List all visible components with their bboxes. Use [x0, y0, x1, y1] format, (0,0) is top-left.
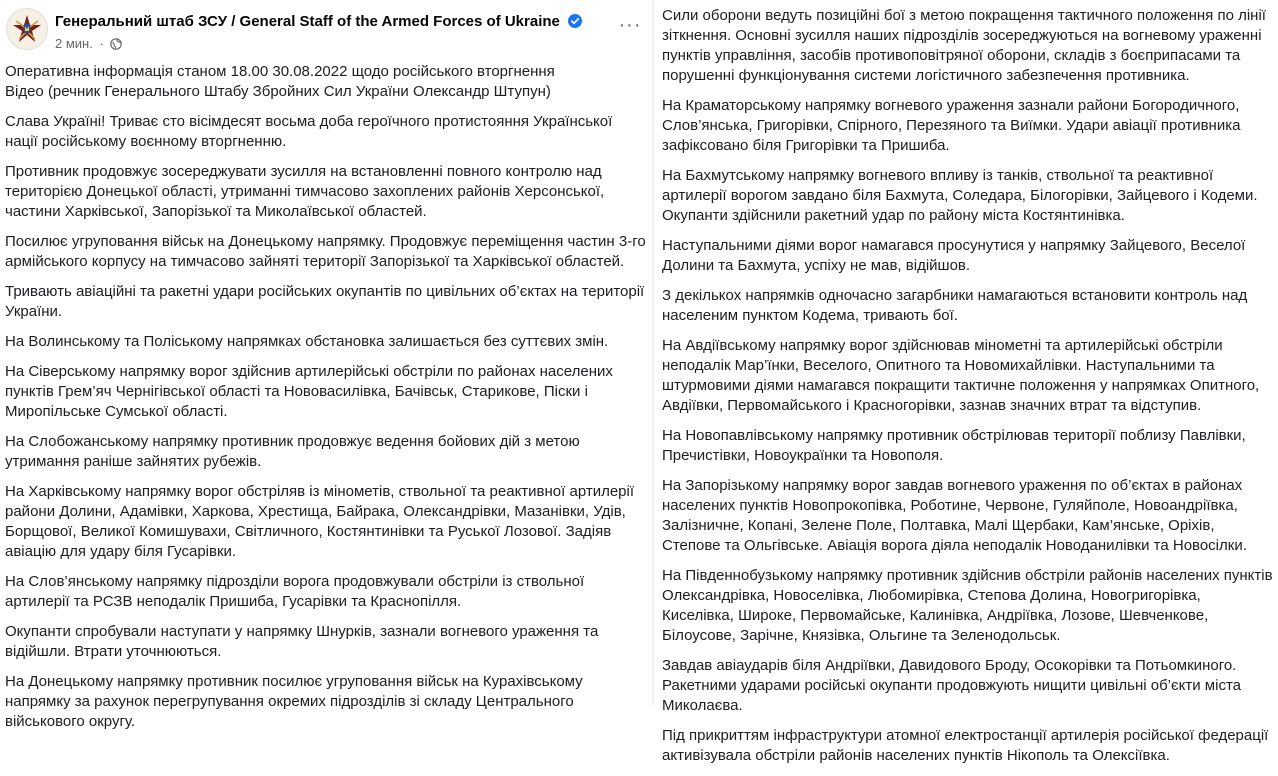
paragraph: Слава Україні! Триває сто вісімдесят восьма доба героїчного протистояння Української нації російському воєнному вторгненню. [5, 113, 613, 150]
verified-badge-icon [568, 14, 582, 32]
paragraph: На Південнобузькому напрямку противник здійснив обстріли районів населених пунктів Олександрівка, Новоселівка, Любомирівка, Степова Долина, Новогригорівка, Киселівка, Широке, Первомайське, Калинівка, Андріївка, Лозове, Шевченкове, Білоусове, Зарічне, Князівка, Ольгине та Зеленодольськ. [662, 567, 1273, 644]
page-name-link[interactable] [55, 13, 582, 32]
paragraph: На Слов’янському напрямку підрозділи ворога продовжували обстріли із ствольної артилерії та РСЗВ неподалік Пришиба, Гусарівки та Краснопілля. [5, 573, 585, 610]
paragraph: Тривають авіаційні та ракетні удари російських окупантів по цивільних об’єктах на території України. [5, 283, 645, 320]
column-divider [652, 0, 654, 706]
paragraph: На Краматорському напрямку вогневого ураження зазнали райони Богородичного, Слов’янська, Григорівки, Спірного, Перезяного та Виїмки. Удари авіації противника зафіксовано біля Григорівки та Пришиба. [662, 97, 1241, 154]
paragraph: На Авдіївському напрямку ворог здійснював мінометні та артилерійські обстріли неподалік Мар’їнки, Веселого, Опитного та Новомихайлівки. Наступальними та штурмовими діями намагався покращити тактичне положення у напрямках Опитного, Авдіївки, Первомайського і Красногорівки, зазнав значних втрат та відступив. [662, 337, 1260, 414]
post-intro [5, 62, 649, 102]
paragraph: На Сіверському напрямку ворог здійснив артилерійські обстріли по районах населених пунктів Грем’яч Чернігівської області та Нововасилівка, Бачівськ, Старикове, Піски і Миропільське Сумської області. [5, 363, 613, 420]
emblem-icon [7, 9, 47, 49]
paragraph: На Харківському напрямку ворог обстріляв із мінометів, ствольної та реактивної артилерії райони Долини, Адамівки, Харкова, Хрестища, Байрака, Олександрівки, Мазанівки, Удів, Борщової, Великої Комишувахи, Світличного, Костянтинівки та Руської Лозової. Задіяв авіацію для удару біля Гусарівки. [5, 483, 635, 560]
meta-separator: · [99, 36, 104, 51]
paragraph: З декількох напрямків одночасно загарбники намагаються встановити контроль над населеним пунктом Кодема, тривають бої. [662, 287, 1248, 324]
paragraph: На Запорізькому напрямку ворог завдав вогневого ураження по об’єктах в районах населених пунктів Новопрокопівка, Роботине, Червоне, Гуляйполе, Новоандріївка, Залізничне, Копані, Зелене Поле, Полтавка, Малі Щербаки, Кам’янське, Оріхів, Степове та Ольгівське. Авіація ворога діяла неподалік Новоданилівки та Новосілки. [662, 477, 1247, 554]
more-options-button[interactable]: ··· [618, 14, 642, 36]
paragraph: Завдав авіаударів біля Андріївки, Давидового Броду, Осокорівки та Потьомкиного. Ракетними ударами російські окупанти продовжують нищити цивільні об’єкти міста Миколаєва. [662, 657, 1241, 714]
paragraph: Посилює угруповання військ на Донецькому напрямку. Продовжує переміщення частин 3-го армійського корпусу на тимчасово зайняті території Запорізької та Харківської областей. [5, 233, 646, 270]
post-header [6, 8, 646, 58]
paragraph: На Слобожанському напрямку противник продовжує ведення бойових дій з метою утримання раніше зайнятих рубежів. [5, 433, 580, 470]
paragraph: На Волинському та Поліському напрямках обстановка залишається без суттєвих змін. [5, 333, 609, 350]
post-body-right [662, 6, 1274, 776]
paragraph: На Донецькому напрямку противник посилює угруповання військ на Курахівському напрямку за рахунок перегрупування окремих підрозділів зі складу Центрального військового округу. [5, 673, 583, 730]
paragraph: На Бахмутському напрямку вогневого впливу із танків, ствольної та реактивної артилерії ворогом завдано біля Бахмута, Соледара, Білогорівки, Зайцевого і Кодеми. Окупанти здійснили ракетний удар по району міста Костянтинівка. [662, 167, 1258, 224]
intro-line-1: Оперативна інформація станом 18.00 30.08.2022 щодо російського вторгнення [5, 63, 555, 80]
intro-line-2: Відео (речник Генерального Штабу Збройних Сил України Олександр Штупун) [5, 83, 551, 100]
paragraph: Наступальними діями ворог намагався просунутися у напрямку Зайцевого, Веселої Долини та Бахмута, успіху не мав, відійшов. [662, 237, 1246, 274]
paragraph: Противник продовжує зосереджувати зусилля на встановленні повного контролю над територією Донецької області, утриманні тимчасово захоплених районів Херсонської, частини Харківської, Запорізької та Миколаївської областей. [5, 163, 605, 220]
globe-icon [110, 38, 122, 53]
post-left-column [0, 0, 650, 730]
paragraph: Окупанти спробували наступати у напрямку Шнурків, зазнали вогневого ураження та відійшли. Втрати уточнюються. [5, 623, 599, 660]
paragraph: Сили оборони ведуть позиційні бої з метою покращення тактичного положення по лінії зіткнення. Основні зусилля наших підрозділів зосереджуються на вогневому ураженні пунктів управління, засобів противоповітряної оборони, складів з боєприпасами та порушенні функціонування системи логістичного забезпечення противника. [662, 7, 1266, 84]
paragraph: Під прикриттям інфраструктури атомної електростанції артилерія російської федерації активізувала обстріли районів населених пунктів Нікополь та Олексіївка. [662, 727, 1269, 764]
paragraph: На Новопавлівському напрямку противник обстрілював території поблизу Павлівки, Пречистівки, Новоукраїнки та Новополя. [662, 427, 1246, 464]
post-right-column [656, 0, 1278, 764]
post-body-left [5, 62, 649, 742]
page-name-text[interactable]: Генеральний штаб ЗСУ / General Staff of the Armed Forces of Ukraine [55, 13, 560, 30]
page-avatar[interactable] [6, 8, 48, 50]
post-timestamp[interactable]: 2 мин. [55, 36, 93, 51]
post-meta [55, 36, 122, 53]
